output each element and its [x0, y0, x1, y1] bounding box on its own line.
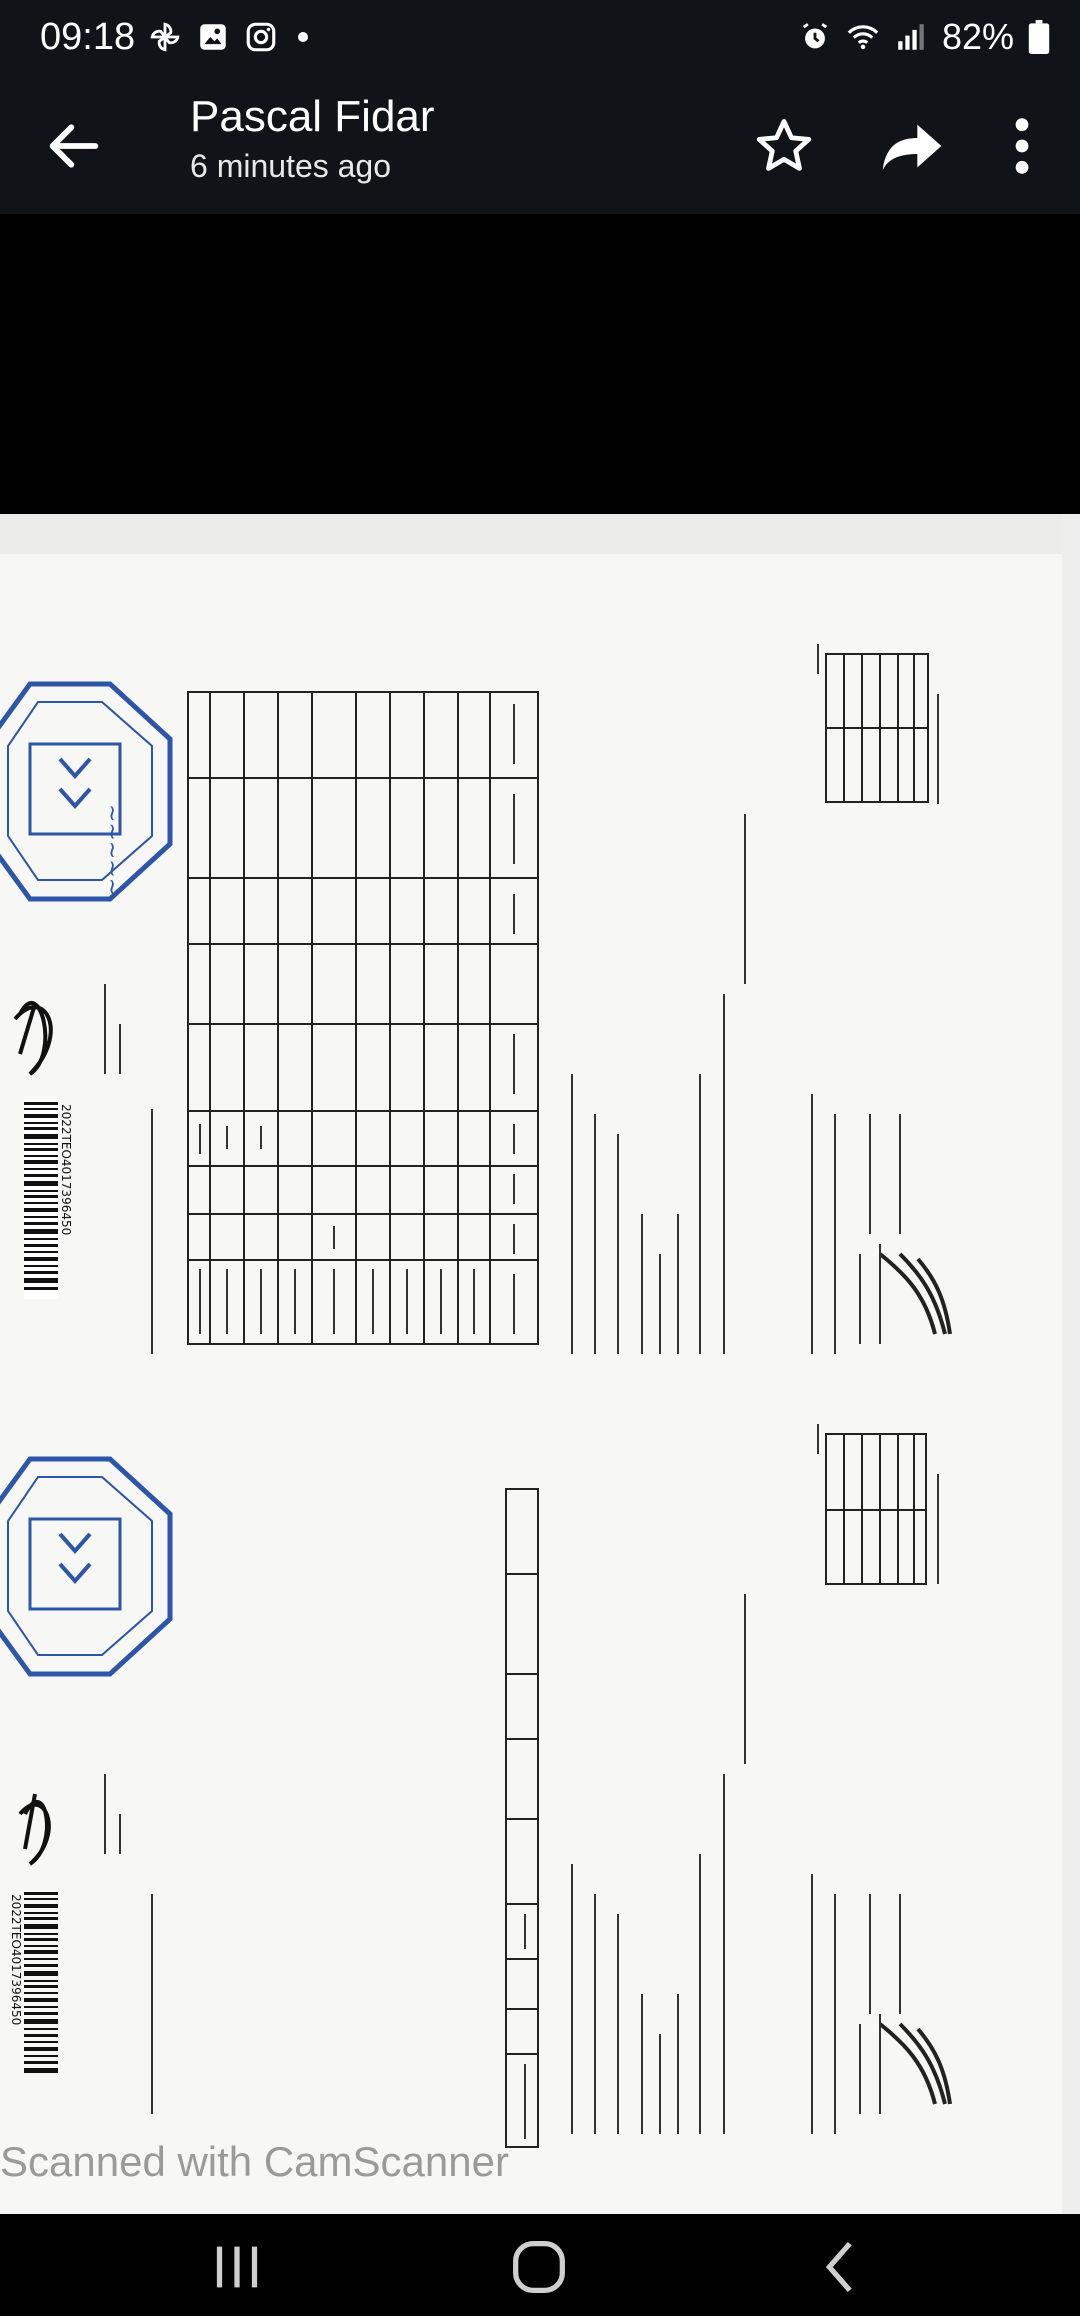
share-icon[interactable]	[876, 114, 948, 178]
ministry-logo-top	[880, 1254, 950, 1334]
alarm-icon	[798, 20, 832, 54]
navigation-bar	[0, 2214, 1080, 2316]
contact-name: Pascal Fidar	[190, 92, 435, 141]
notification-dot-icon	[298, 32, 308, 42]
document-image	[0, 514, 1080, 2232]
back-icon[interactable]	[806, 2232, 876, 2302]
grades-table-top	[188, 692, 538, 1344]
status-icons-right	[798, 16, 1050, 58]
instagram-icon	[244, 20, 278, 54]
star-icon[interactable]	[752, 114, 816, 178]
info-table-top	[826, 654, 928, 802]
signal-icon	[894, 20, 928, 54]
more-vert-icon[interactable]	[1000, 114, 1044, 178]
official-stamp-bottom	[0, 1459, 170, 1674]
barcode-number-bottom: 2022TEO4017396450	[9, 1894, 23, 2026]
home-icon[interactable]	[504, 2232, 574, 2302]
battery-icon	[1028, 20, 1050, 54]
recents-icon[interactable]	[202, 2232, 272, 2302]
barcode-top	[24, 1099, 73, 1299]
svg-text:~~~~~: ~~~~~	[99, 804, 124, 897]
signature-top	[15, 1003, 51, 1074]
ministry-logo-bottom	[880, 2024, 950, 2104]
gallery-icon	[196, 20, 230, 54]
barcode-bottom	[9, 1892, 58, 2073]
image-viewer[interactable]	[0, 214, 1080, 2214]
scanned-document[interactable]	[0, 514, 1080, 2232]
signature-bottom	[20, 1794, 49, 1864]
info-table-bottom	[826, 1434, 926, 1584]
camscanner-watermark: Scanned with CamScanner	[0, 2138, 509, 2185]
wifi-icon	[846, 20, 880, 54]
status-icons-left	[148, 20, 308, 54]
app-bar	[0, 78, 1080, 214]
back-arrow-icon[interactable]	[42, 114, 106, 178]
pinwheel-icon	[148, 20, 182, 54]
battery-percent: 82%	[941, 16, 1014, 57]
status-time: 09:18	[40, 16, 136, 58]
barcode-number-top: 2022TEO4017396450	[59, 1104, 73, 1236]
official-stamp-top	[0, 684, 170, 899]
status-bar	[0, 0, 1080, 78]
sent-time: 6 minutes ago	[190, 148, 392, 184]
grades-table-bottom	[506, 1489, 538, 2147]
